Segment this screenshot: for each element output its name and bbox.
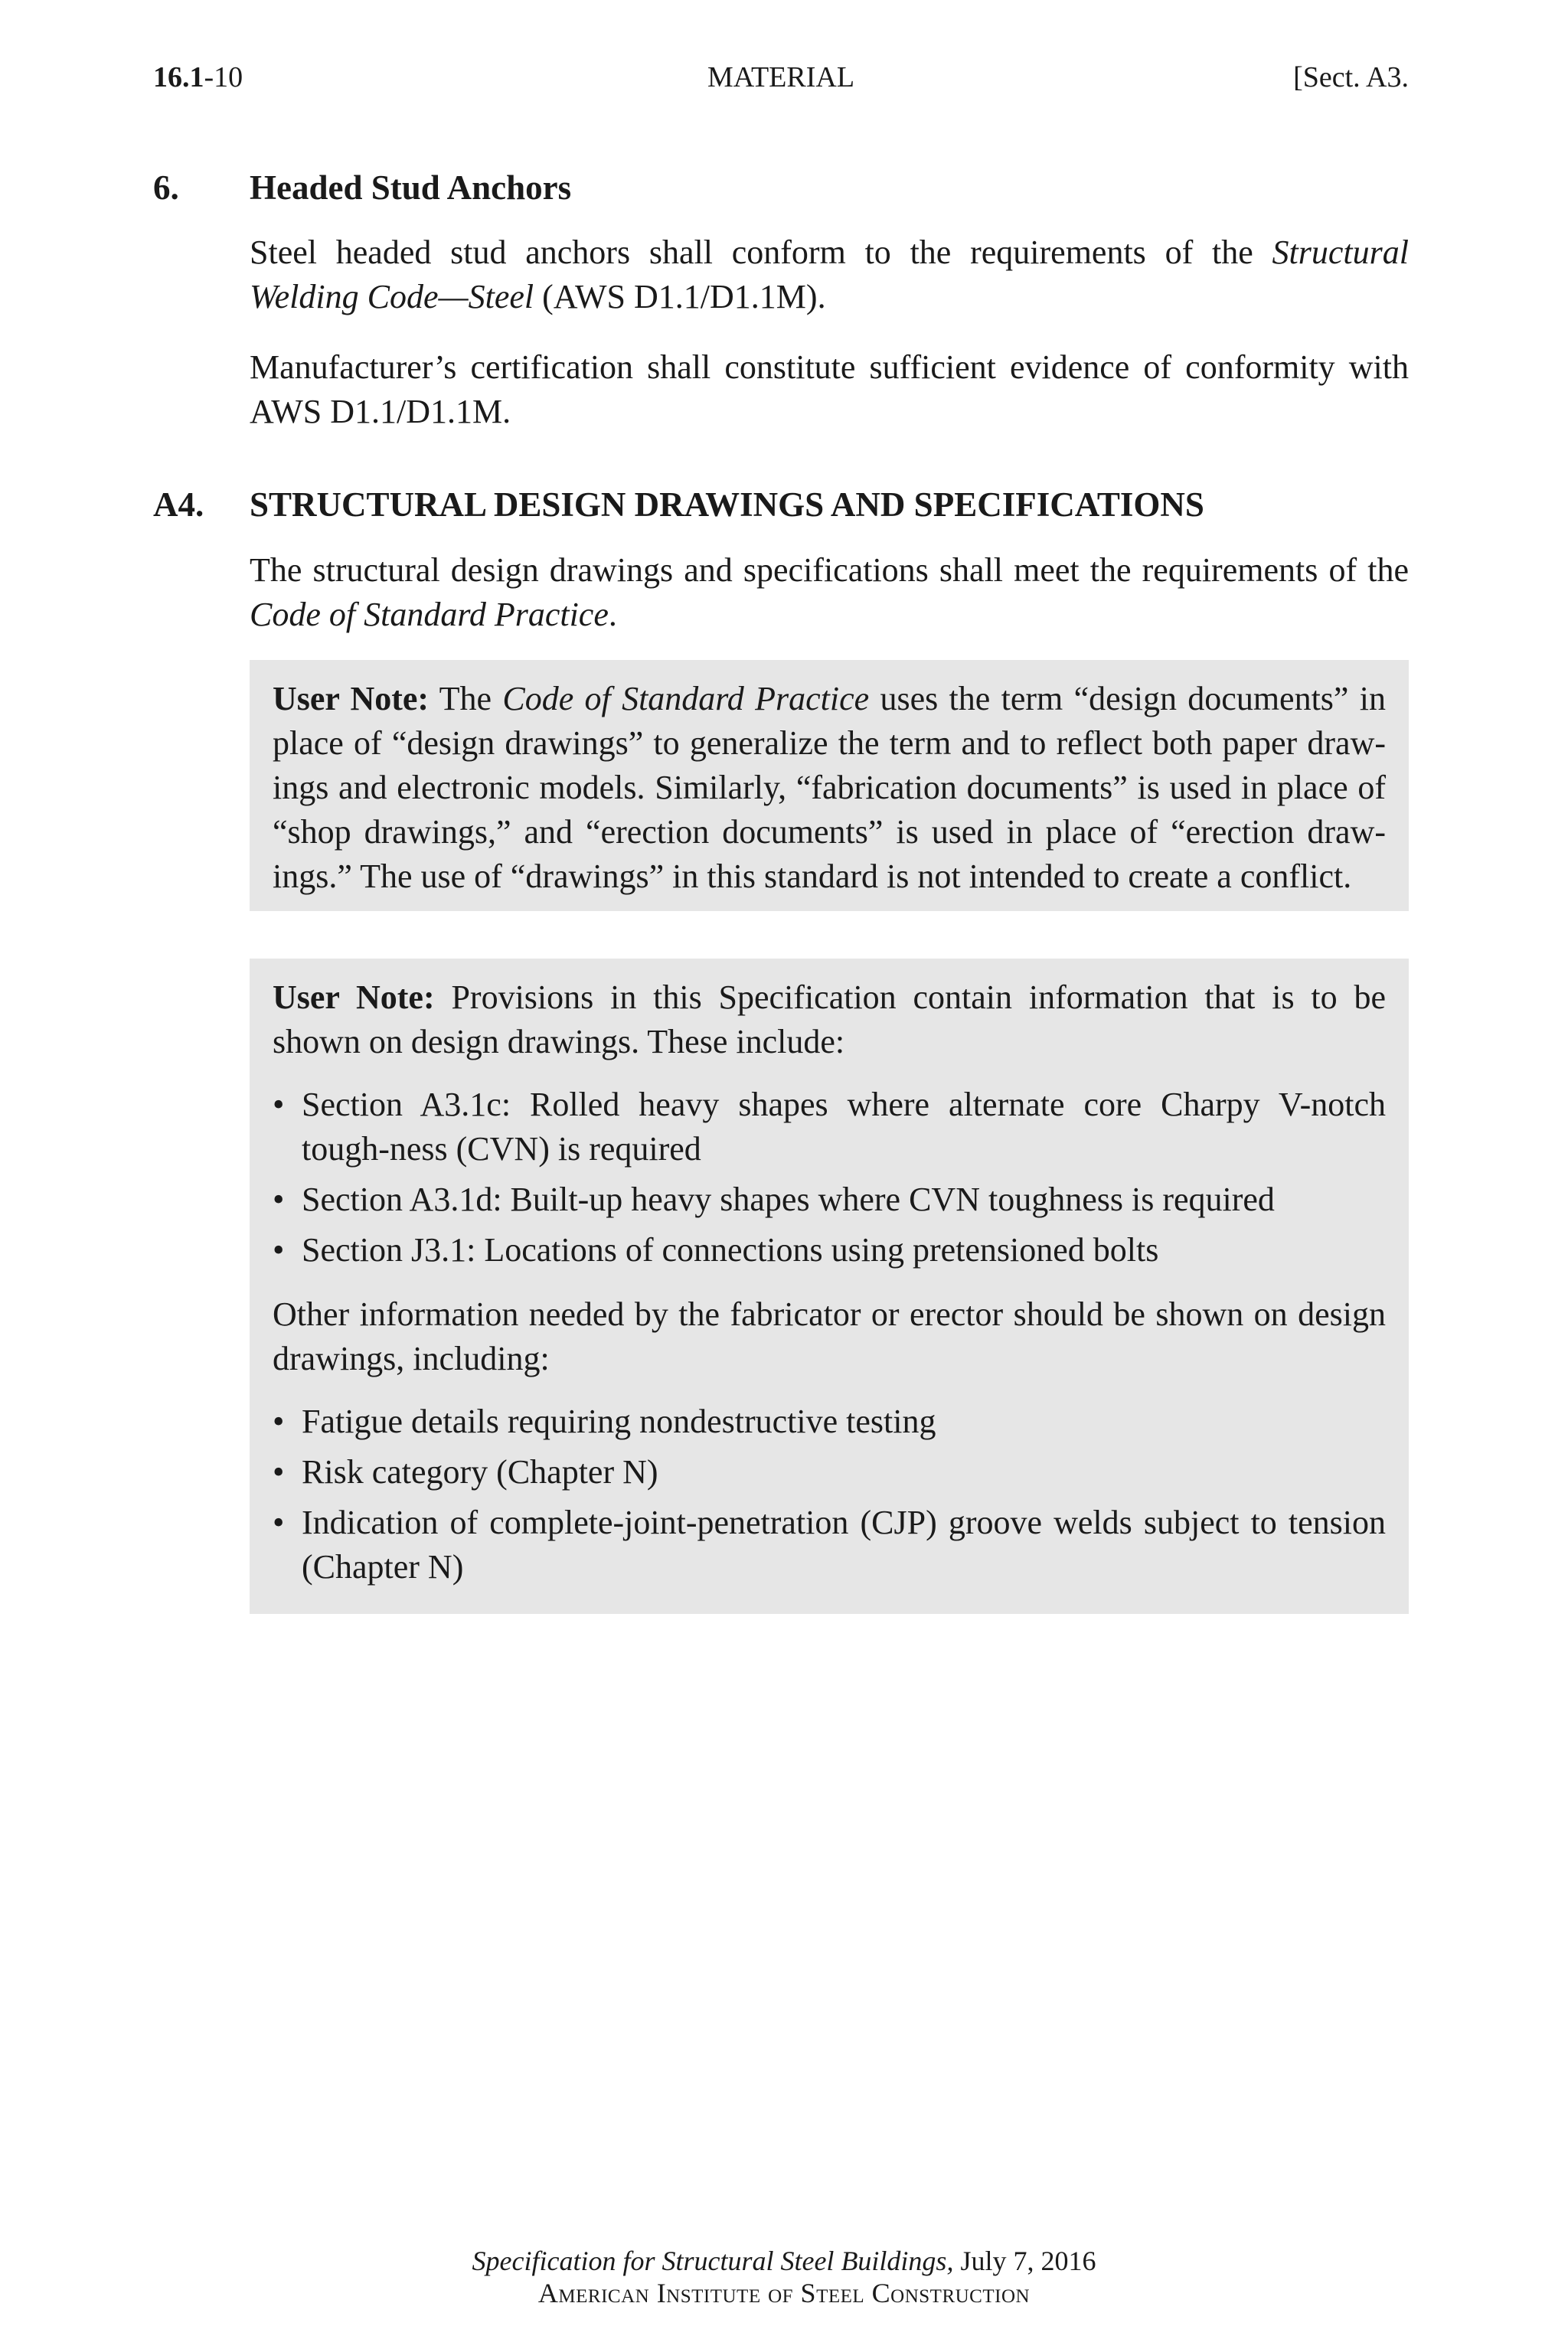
- list-item: [273, 1083, 1386, 1171]
- list-item: [273, 1450, 1386, 1494]
- design-drawing-provisions-list: [273, 1083, 1386, 1272]
- bullet-icon: •: [273, 1231, 285, 1269]
- page-footer: [0, 2245, 1568, 2309]
- section-a4-number: A4.: [153, 485, 204, 524]
- paragraph-text: .: [608, 596, 617, 633]
- other-information-list: [273, 1400, 1386, 1589]
- section-6-title: Headed Stud Anchors: [250, 168, 572, 207]
- footer-publication-line: [0, 2245, 1568, 2277]
- section-a4-paragraph: [250, 548, 1409, 637]
- paragraph-text: The structural design drawings and specifications shall meet the requirements of the: [250, 551, 1409, 589]
- list-item-text: Section A3.1c: Rolled heavy shapes where alternate core Charpy V-notch tough-ness (CVN) is required: [302, 1086, 1386, 1168]
- bullet-icon: •: [273, 1181, 285, 1218]
- list-item: [273, 1228, 1386, 1272]
- list-item-text: Section J3.1: Locations of connections using pretensioned bolts: [302, 1231, 1159, 1269]
- chapter-title: MATERIAL: [707, 61, 855, 93]
- list-item: [273, 1178, 1386, 1222]
- user-note-1: [250, 660, 1409, 911]
- bullet-icon: •: [273, 1086, 285, 1123]
- user-note-2: [250, 959, 1409, 1614]
- note-text: Provisions in this Specification contain information that is to be shown on design drawings. These include:: [273, 978, 1386, 1060]
- paragraph-text: Steel headed stud anchors shall conform to the requirements of the: [250, 234, 1272, 271]
- paragraph-text: (AWS D1.1/D1.1M).: [534, 278, 826, 315]
- user-note-2-intro: [273, 975, 1386, 1064]
- user-note-label: User Note:: [273, 978, 435, 1016]
- list-item: [273, 1501, 1386, 1589]
- section-6-paragraph-1: [250, 230, 1409, 319]
- section-a4-title: STRUCTURAL DESIGN DRAWINGS AND SPECIFICATIONS: [250, 485, 1204, 524]
- publication-title: Specification for Structural Steel Buildings,: [472, 2246, 954, 2276]
- publication-date: July 7, 2016: [953, 2246, 1096, 2276]
- user-note-2-middle: Other information needed by the fabricator or erector should be shown on design drawings, including:: [273, 1295, 1386, 1377]
- list-item-text: Risk category (Chapter N): [302, 1453, 658, 1491]
- section-6-paragraph-2: Manufacturer’s certification shall constitute sufficient evidence of conformity with AWS D1.1/D1.1M.: [250, 348, 1409, 430]
- user-note-label: User Note:: [273, 680, 430, 717]
- footer-publisher: American Institute of Steel Construction: [537, 2278, 1031, 2308]
- note-text: The: [429, 680, 503, 717]
- code-title-italic: Structural Welding Code—Steel: [250, 234, 1409, 315]
- list-item-text: Section A3.1d: Built-up heavy shapes where CVN toughness is required: [302, 1181, 1275, 1218]
- section-reference: [Sect. A3.: [1293, 61, 1409, 93]
- bullet-icon: •: [273, 1504, 285, 1541]
- page-number-chapter: 16.1: [153, 61, 204, 93]
- code-title-italic: Code of Standard Practice: [250, 596, 609, 633]
- user-note-1-text: [273, 677, 1386, 899]
- bullet-icon: •: [273, 1403, 285, 1440]
- list-item-text: Indication of complete-joint-penetration (CJP) groove welds subject to tension (Chapter N): [302, 1504, 1386, 1586]
- bullet-icon: •: [273, 1453, 285, 1491]
- code-title-italic: Code of Standard Practice: [502, 680, 870, 717]
- list-item: [273, 1400, 1386, 1444]
- note-text: uses the term “design documents” in place of “design drawings” to generalize the term and to reflect both paper draw-ings and electronic models. Similarly, “fabrication documents” is used in place of “shop drawings,” and “erection documents” is used in place of “erection draw-ings.” The use of “drawings” in this standard is not intended to create a conflict.: [273, 680, 1386, 895]
- running-header: [153, 58, 1409, 96]
- list-item-text: Fatigue details requiring nondestructive testing: [302, 1403, 936, 1440]
- section-6-number: 6.: [153, 168, 179, 207]
- page-number-page: -10: [204, 61, 243, 93]
